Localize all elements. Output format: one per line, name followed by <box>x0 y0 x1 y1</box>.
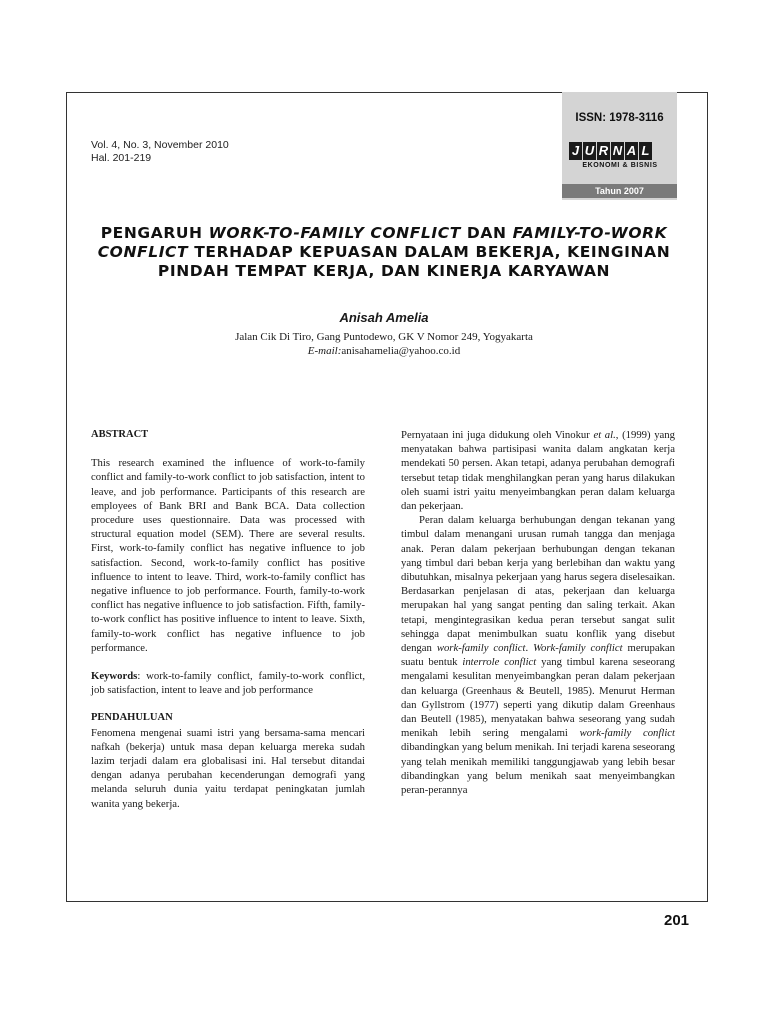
journal-subtitle: EKONOMI & BISNIS <box>582 162 658 169</box>
jurnal-letter: J <box>569 142 582 160</box>
issn-label: ISSN: 1978-3116 <box>575 112 664 124</box>
paper-title: PENGARUH WORK-TO-FAMILY CONFLICT DAN FAMILY-TO-WORK CONFLICT TERHADAP KEPUASAN DALAM BEKERJA, KEINGINAN PINDAH TEMPAT KERJA, DAN KINERJA KARYAWAN <box>97 224 671 280</box>
author-affiliation <box>80 330 688 358</box>
author-email-line <box>80 344 688 358</box>
page-number: 201 <box>664 912 690 929</box>
jurnal-letter: U <box>584 143 595 158</box>
year-label: Tahun 2007 <box>562 184 677 198</box>
jurnal-letter: R <box>598 143 609 158</box>
abstract-text: This research examined the influence of work-to-family conflict and family-to-work conflict to job satisfaction, intent to leave, and job performance. Participants of this research are employees of Bank BRI and Bank BCA. Data collection procedure uses questionnaire. Data was processed with structural equation model (SEM). There are several results. First, work-to-family conflict has negative influence to job satisfaction. Second, work-to-family conflict has positive influence to intent to leave. Third, work-to-family conflict has negative influence to job performance. Fourth, family-to-work conflict has negative influence to job satisfaction. Fifth, family-to-work conflict has positive influence to intent to leave. Sixth, family-to-work conflict has negative influence to job performance. <box>91 457 365 654</box>
email-label: E-mail: <box>307 345 342 357</box>
jurnal-logo <box>569 142 671 174</box>
jurnal-letter: L <box>639 142 652 160</box>
left-column <box>91 428 365 811</box>
intro-heading: PENDAHULUAN <box>91 712 173 724</box>
keywords <box>91 669 365 697</box>
author-address: Jalan Cik Di Tiro, Gang Puntodewo, GK V Nomor 249, Yogyakarta <box>235 331 533 343</box>
jurnal-letter: N <box>612 143 623 158</box>
intro-text: Fenomena mengenai suami istri yang bersama-sama mencari nafkah (bekerja) untuk masa depan keluarga mereka sudah lazim terjadi dalam era globalisasi ini. Hal tersebut ditandai dengan adanya perubahan kecenderungan demografi yang melanda seluruh dunia yaitu terdapat peningkatan jumlah wanita yang bekerja. <box>91 726 365 810</box>
pages-line: Hal. 201-219 <box>91 152 152 164</box>
volume-line: Vol. 4, No. 3, November 2010 <box>91 139 229 151</box>
jurnal-letter: A <box>626 143 637 158</box>
right-paragraph-2: Peran dalam keluarga berhubungan dengan tekanan yang timbul dalam menangani urusan rumah tangga dan menjaga anak. Peran dalam pekerjaan berhubungan dengan tekanan yang timbul dari beban kerja yang berlebihan dan waktu yang dibutuhkan, misalnya pekerjaan yang harus segera diselesaikan. Berdasarkan penjelasan di atas, pekerjaan dan keluarga merupakan hal yang sangat penting dan saling terkait. Akan tetapi, mengintegrasikan kedua peran tersebut sangat sulit sehingga dapat menimbulkan suatu konflik yang disebut dengan work-family conflict. Work-family conflict merupakan suatu bentuk interrole conflict yang timbul karena seseorang mengalami kesulitan menyeimbangkan peran dalam pekerjaan dan keluarga (Greenhaus & Beutell, 1985). Menurut Herman dan Gyllstrom (1977) seperti yang dikutip dalam Greenhaus dan Beutell (1985), menyatakan bahwa seseorang yang sudah menikah lebih sering mengalami work-family conflict dibandingkan yang belum menikah. Ini terjadi karena seseorang yang telah menikah memiliki tanggungjawab yang lebih besar dibandingkan yang belum menikah saat menyeimbangkan peran-perannya <box>401 514 675 797</box>
jurnal-letters <box>569 142 671 160</box>
abstract-heading: ABSTRACT <box>91 429 149 440</box>
right-column <box>401 428 675 797</box>
right-paragraph-1: Pernyataan ini juga didukung oleh Vinokur et al., (1999) yang menyatakan bahwa partisipasi wanita dalam angkatan kerja mendekati 50 persen. Akan tetapi, adanya perubahan demografi tersebut tetap tidak menghilangkan peran yang harus dilakukan oleh suami istri yaitu menyeimbangkan peran dalam keluarga dan pekerjaan. <box>401 429 675 513</box>
author-email: anisahamelia@yahoo.co.id <box>341 345 461 357</box>
volume-info <box>91 139 229 165</box>
journal-badge <box>562 92 677 200</box>
author-name: Anisah Amelia <box>339 310 429 325</box>
keywords-label: Keywords <box>91 670 138 683</box>
keywords-text: : work-to-family conflict, family-to-work conflict, job satisfaction, intent to leave and job performance <box>91 670 365 697</box>
